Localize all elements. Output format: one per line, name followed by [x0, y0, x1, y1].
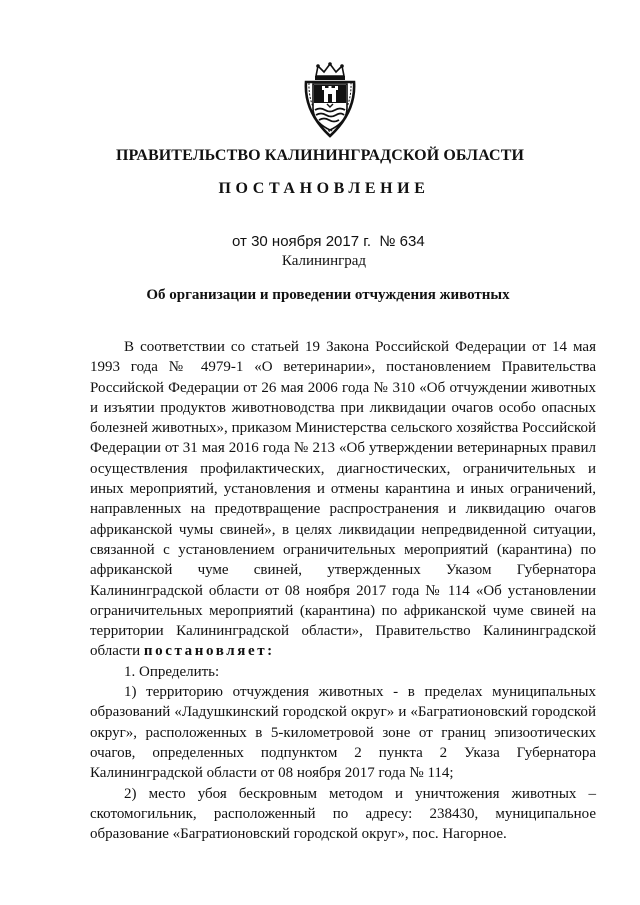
number-sign: № — [379, 233, 396, 250]
document-type: ПОСТАНОВЛЕНИЕ — [218, 180, 430, 197]
preamble-text: В соответствии со статьей 19 Закона Российской Федерации от 14 мая 1993 года № 4979-1 «О ветеринарии», постановлением Правительства Российской Федерации от 26 мая 2006 года № 310 «Об отчуждении животных и изъятии продуктов животноводства при ликвидации очагов особо опасных болезней животных», приказом Министерства сельского хозяйства Российской Федерации от 31 мая 2016 года № 213 «Об утверждении ветеринарных правил осуществления профилактических, диагностических, ограничительных и иных мероприятий, установления и отмены карантина и иных ограничений, направленных на предотвращение распространения и ликвидацию очагов африканской чумы свиней», в целях ликвидации непредвиденной ситуации, связанной с установлением ограничительных мероприятий (карантина) по африканской чуме свиней, утвержденных Указом Губернатора Калининградской области от 08 ноября 2017 года № 114 «Об установлении ограничительных мероприятий (карантина) по африканской чуме свиней на территории Калининградской области», Правительство Калининградской области — [90, 339, 596, 660]
document-number: 634 — [399, 233, 425, 250]
document-subject: Об организации и проведении отчуждения животных — [146, 287, 510, 303]
item-1-2: 2) место убоя бескровным методом и уничтожения животных – скотомогильник, расположенный по адресу: 238430, муниципальное образование «Багратионовский городской округ», пос. Нагорное. — [90, 785, 596, 843]
date-prefix: от — [232, 233, 247, 250]
document-date: 30 ноября 2017 г. — [251, 233, 372, 250]
item-1-1: 1) территорию отчуждения животных - в пределах муниципальных образований «Ладушкинский городской округ» и «Багратионовский городской округ», расположенных в 5-километровой зоне от границ эпизоотических очагов, определенных подпунктом 2 пункта 2 Указа Губернатора Калининградской области от 08 ноября 2017 года № 114; — [90, 684, 596, 782]
item-1: 1. Определить: — [124, 663, 220, 680]
document-body — [90, 337, 596, 844]
resolves-word: постановляет: — [143, 643, 275, 660]
preamble-paragraph — [90, 337, 596, 662]
date-number-line — [232, 233, 425, 250]
government-title: ПРАВИТЕЛЬСТВО КАЛИНИНГРАДСКОЙ ОБЛАСТИ — [115, 147, 525, 164]
city: Калининград — [281, 253, 367, 269]
coat-of-arms-icon — [300, 62, 360, 138]
